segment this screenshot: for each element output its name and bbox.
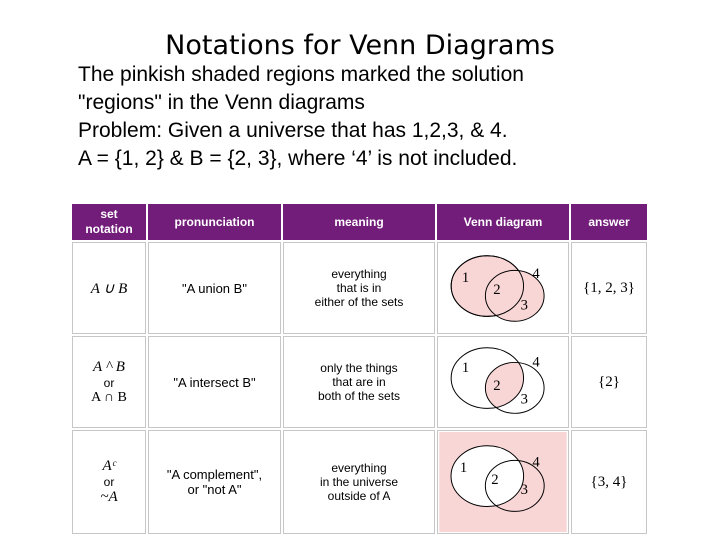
row2-pronunciation (148, 336, 281, 428)
meaning-line: everything (331, 267, 387, 281)
meaning-line: either of the sets (314, 295, 404, 309)
header-set-line2: notation (85, 222, 133, 236)
venn-label-1: 1 (459, 460, 468, 477)
header-meaning: meaning (283, 204, 435, 240)
intersect-answer: {2} (598, 373, 620, 390)
venn-label-3: 3 (520, 297, 528, 314)
slide-title: Notations for Venn Diagrams (165, 30, 555, 61)
row2-venn (437, 336, 569, 428)
venn-label-4: 4 (532, 266, 540, 283)
union-pronunciation: "A union B" (182, 280, 247, 296)
not-a-pronunciation: or "not A" (187, 482, 242, 497)
complement-answer: {3, 4} (590, 473, 628, 490)
complement-symbol: Aᶜ (102, 458, 116, 474)
header-venn-diagram: Venn diagram (437, 204, 569, 240)
intersect-pronunciation: "A intersect B" (173, 374, 256, 390)
meaning-line: both of the sets (317, 389, 401, 403)
row1-answer (571, 242, 647, 334)
meaning-line: that is in (336, 281, 382, 295)
union-venn-diagram (437, 243, 569, 333)
intersect-venn-diagram (437, 337, 569, 427)
row1-venn (437, 242, 569, 334)
header-set-notation (72, 204, 146, 240)
row1-notation (72, 242, 146, 334)
intro-text (78, 61, 698, 173)
intersect-symbol: A ∩ B (91, 389, 127, 405)
venn-label-3: 3 (520, 481, 529, 498)
meaning-line: in the universe (319, 475, 399, 489)
venn-label-2: 2 (491, 471, 499, 488)
row1-pronunciation (148, 242, 281, 334)
intersect-caret-symbol: A ^ B (93, 358, 125, 375)
row3-venn (437, 430, 569, 534)
header-pronunciation: pronunciation (148, 204, 281, 240)
meaning-line: that are in (332, 375, 386, 389)
intro-line-4: A = {1, 2} & B = {2, 3}, where ‘4’ is not included. (78, 147, 518, 170)
not-a-symbol: ~A (100, 489, 118, 505)
or-label: or (103, 375, 115, 390)
meaning-line: only the things (320, 361, 398, 375)
meaning-line: outside of A (327, 489, 391, 503)
complement-venn-diagram (437, 431, 569, 533)
venn-label-3: 3 (520, 391, 528, 408)
venn-label-4: 4 (532, 454, 540, 471)
venn-label-2: 2 (493, 281, 501, 298)
venn-label-1: 1 (461, 360, 470, 377)
intro-line-2: "regions" in the Venn diagrams (78, 91, 365, 114)
or-label: or (103, 475, 115, 489)
venn-label-4: 4 (532, 354, 540, 371)
notation-table (69, 204, 649, 534)
union-answer: {1, 2, 3} (583, 279, 635, 296)
row2-meaning (283, 336, 435, 428)
venn-label-1: 1 (461, 270, 470, 287)
row2-notation (72, 336, 146, 428)
row2-answer (571, 336, 647, 428)
row3-meaning (283, 430, 435, 534)
row3-pronunciation (148, 430, 281, 534)
header-answer: answer (571, 204, 647, 240)
row1-meaning (283, 242, 435, 334)
meaning-line: everything (331, 461, 387, 475)
complement-pronunciation: "A complement", (166, 467, 263, 482)
row3-notation (72, 430, 146, 534)
union-symbol: A ∪ B (90, 280, 128, 297)
intro-line-3: Problem: Given a universe that has 1,2,3, & 4. (78, 119, 508, 142)
venn-label-2: 2 (493, 377, 501, 394)
intro-line-1: The pinkish shaded regions marked the solution (78, 63, 524, 86)
row3-answer (571, 430, 647, 534)
header-set-line1: set (100, 207, 118, 221)
